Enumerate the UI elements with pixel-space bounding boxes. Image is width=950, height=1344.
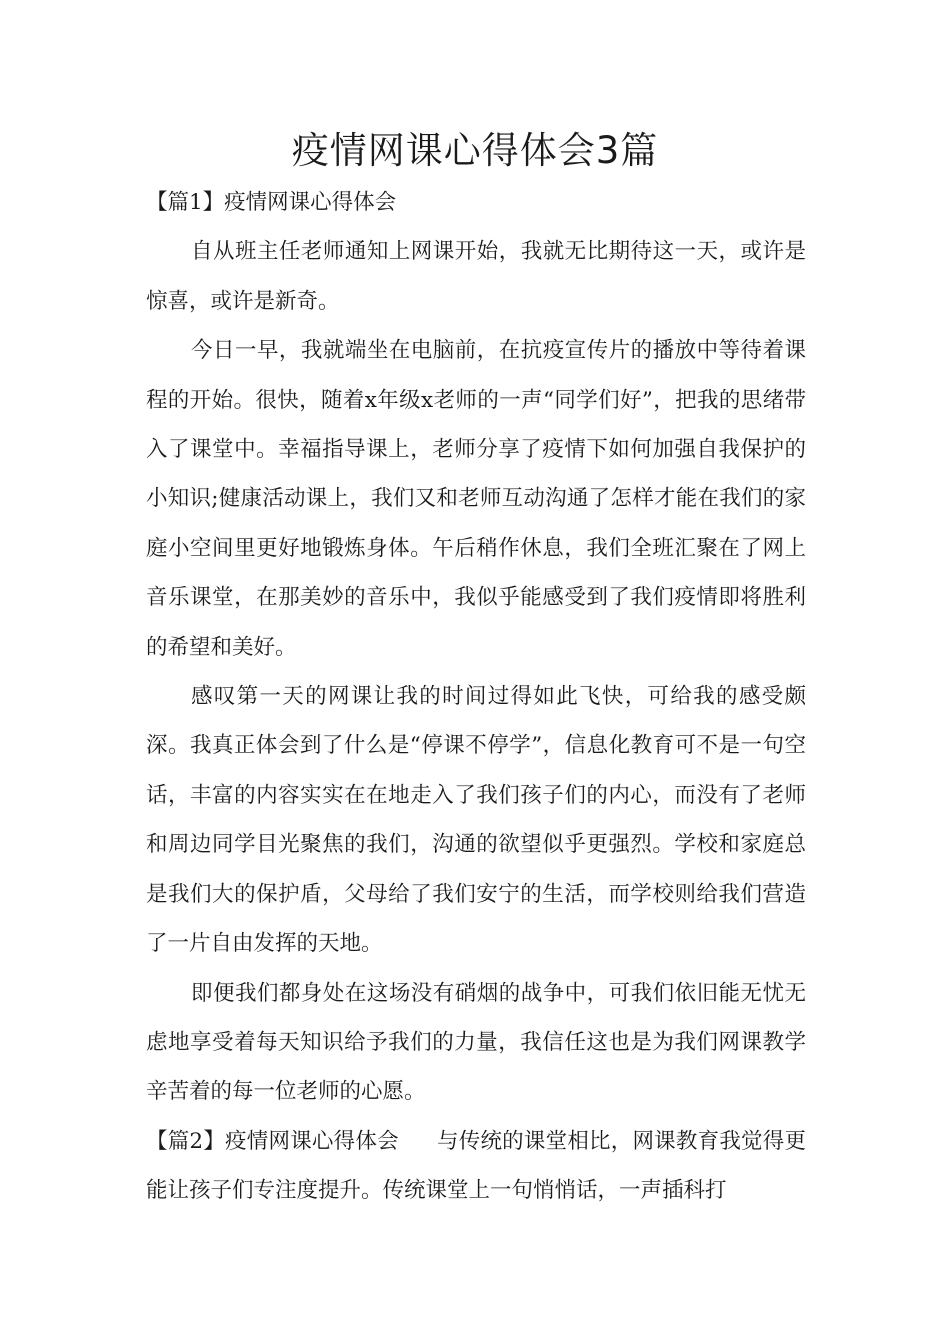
section-2-text: 与传统的课堂相比，网课教育我觉得更能让孩子们专注度提升。传统课堂上一句悄悄话，一声插科打: [146, 1128, 806, 1204]
section-2-heading: 【篇2】疫情网课心得体会: [146, 1128, 399, 1154]
document-title: 疫情网课心得体会3篇: [291, 129, 659, 172]
section-1-paragraph-3: 感叹第一天的网课让我的时间过得如此飞快，可给我的感受颇深。我真正体会到了什么是“停课不停学”，信息化教育可不是一句空话，丰富的内容实实在在地走入了我们孩子们的内心，而没有了老师和周边同学目光聚焦的我们，沟通的欲望似乎更强烈。学校和家庭总是我们大的保护盾，父母给了我们安宁的生活，而学校则给我们营造了一片自由发挥的天地。: [146, 684, 806, 957]
section-1-heading: 【篇1】疫情网课心得体会: [146, 190, 397, 215]
document-body: [146, 178, 806, 1216]
section-1-paragraph-4: 即便我们都身处在这场没有硝烟的战争中，可我们依旧能无忧无虑地享受着每天知识给予我们的力量，我信任这也是为我们网课教学辛苦着的每一位老师的心愿。: [146, 980, 806, 1105]
section-1-paragraph-2: 今日一早，我就端坐在电脑前，在抗疫宣传片的播放中等待着课程的开始。很快，随着x年级x老师的一声“同学们好”，把我的思绪带入了课堂中。幸福指导课上，老师分享了疫情下如何加强自我保护的小知识;健康活动课上，我们又和老师互动沟通了怎样才能在我们的家庭小空间里更好地锻炼身体。午后稍作休息，我们全班汇聚在了网上音乐课堂，在那美妙的音乐中，我似乎能感受到了我们疫情即将胜利的希望和美好。: [146, 338, 806, 660]
section-1-paragraph-1: 自从班主任老师通知上网课开始，我就无比期待这一天，或许是惊喜，或许是新奇。: [146, 239, 806, 314]
section-2-block: [146, 1117, 806, 1216]
